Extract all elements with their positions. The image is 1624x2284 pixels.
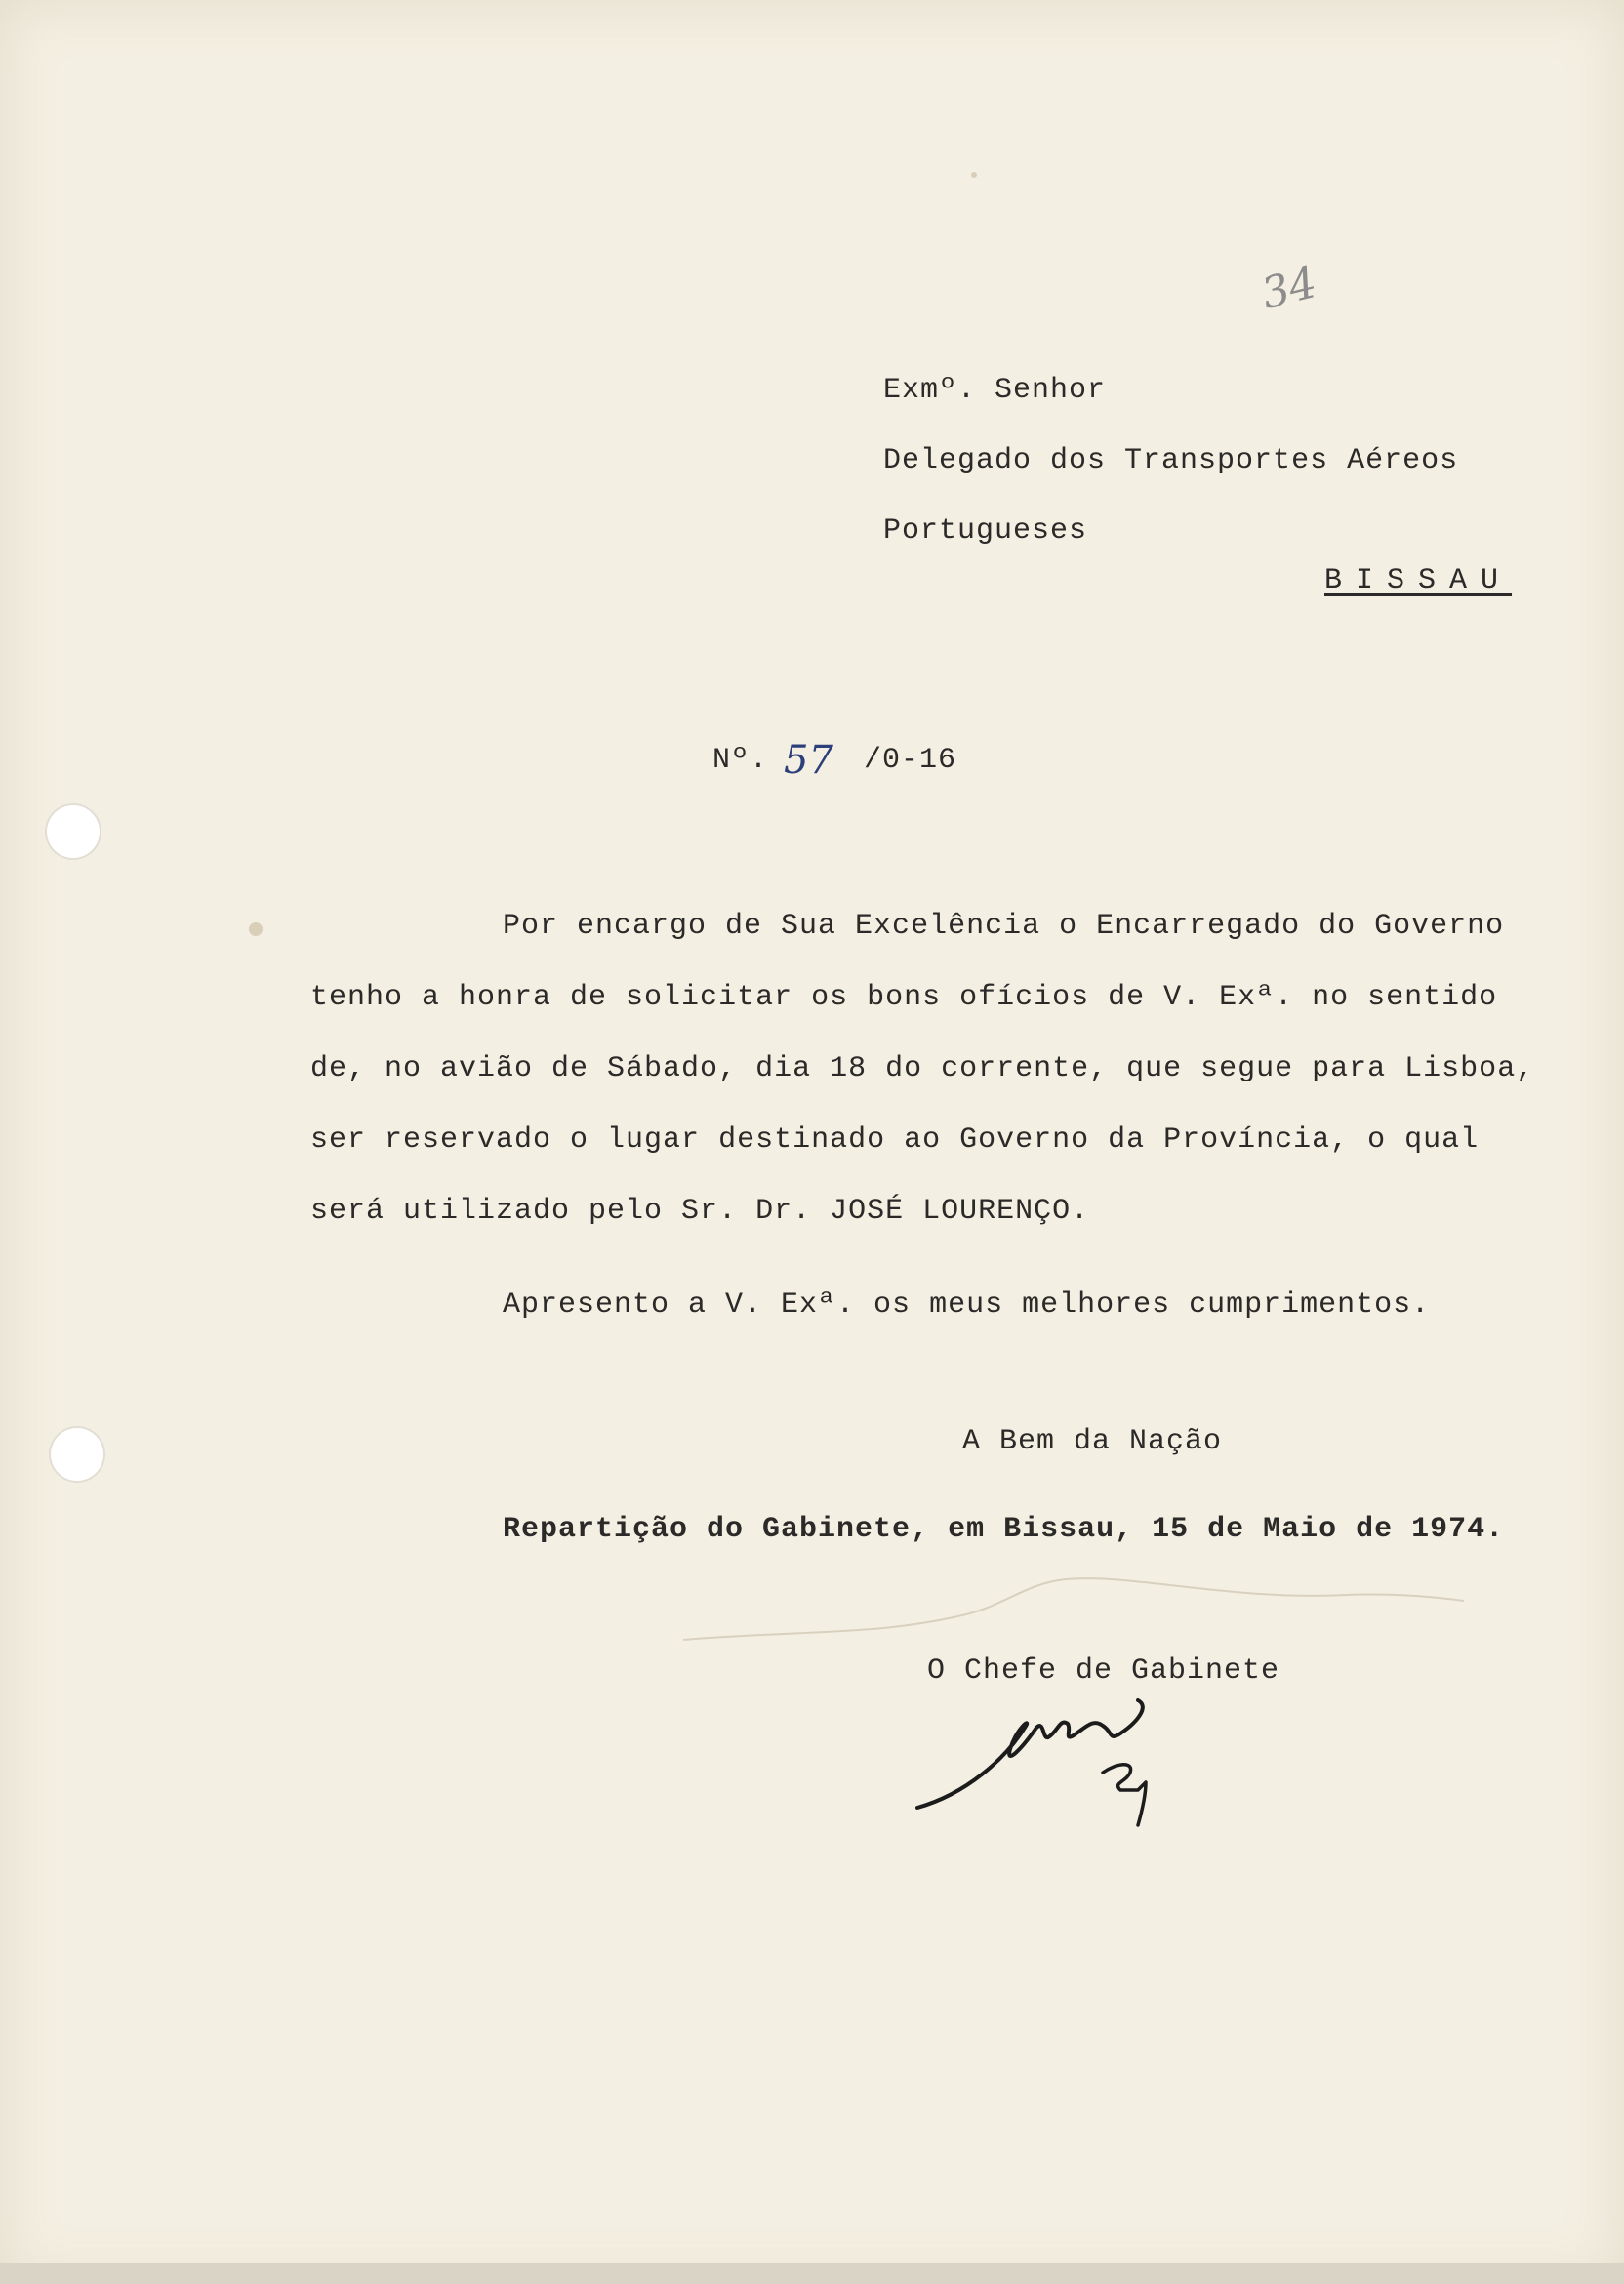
addressee-line-2: Portugueses — [883, 514, 1088, 548]
paper-spot — [971, 172, 977, 178]
signatory-title: O Chefe de Gabinete — [927, 1654, 1280, 1688]
addressee-line-1: Delegado dos Transportes Aéreos — [883, 444, 1459, 477]
reference-prefix: Nº. — [712, 744, 769, 777]
addressee-salutation: Exmº. Senhor — [883, 374, 1107, 407]
courtesy-line: Apresento a V. Exª. os meus melhores cumprimentos. — [503, 1288, 1431, 1322]
place-and-date: Repartição do Gabinete, em Bissau, 15 de Maio de 1974. — [503, 1513, 1505, 1546]
body-line: tenho a honra de solicitar os bons ofícios de V. Exª. no sentido — [310, 981, 1498, 1014]
addressee-city: BISSAU — [1324, 564, 1513, 597]
scan-edge — [0, 2263, 1624, 2284]
folio-number: 34 — [1256, 257, 1322, 320]
handwritten-signature — [908, 1689, 1200, 1845]
body-line: ser reservado o lugar destinado ao Governo da Província, o qual — [310, 1123, 1480, 1157]
paper-spot — [249, 922, 263, 936]
body-line: será utilizado pelo Sr. Dr. JOSÉ LOURENÇO. — [310, 1195, 1090, 1228]
body-line: Por encargo de Sua Excelência o Encarregado do Governo — [503, 910, 1505, 943]
closing-formula: A Bem da Nação — [962, 1425, 1223, 1458]
body-line: de, no avião de Sábado, dia 18 do corrente, que segue para Lisboa, — [310, 1052, 1535, 1085]
punch-hole — [47, 805, 100, 858]
paper-crease — [683, 1571, 1464, 1659]
punch-hole — [51, 1428, 103, 1481]
reference-suffix: /0-16 — [864, 744, 957, 777]
reference-number: 57 — [784, 738, 833, 783]
